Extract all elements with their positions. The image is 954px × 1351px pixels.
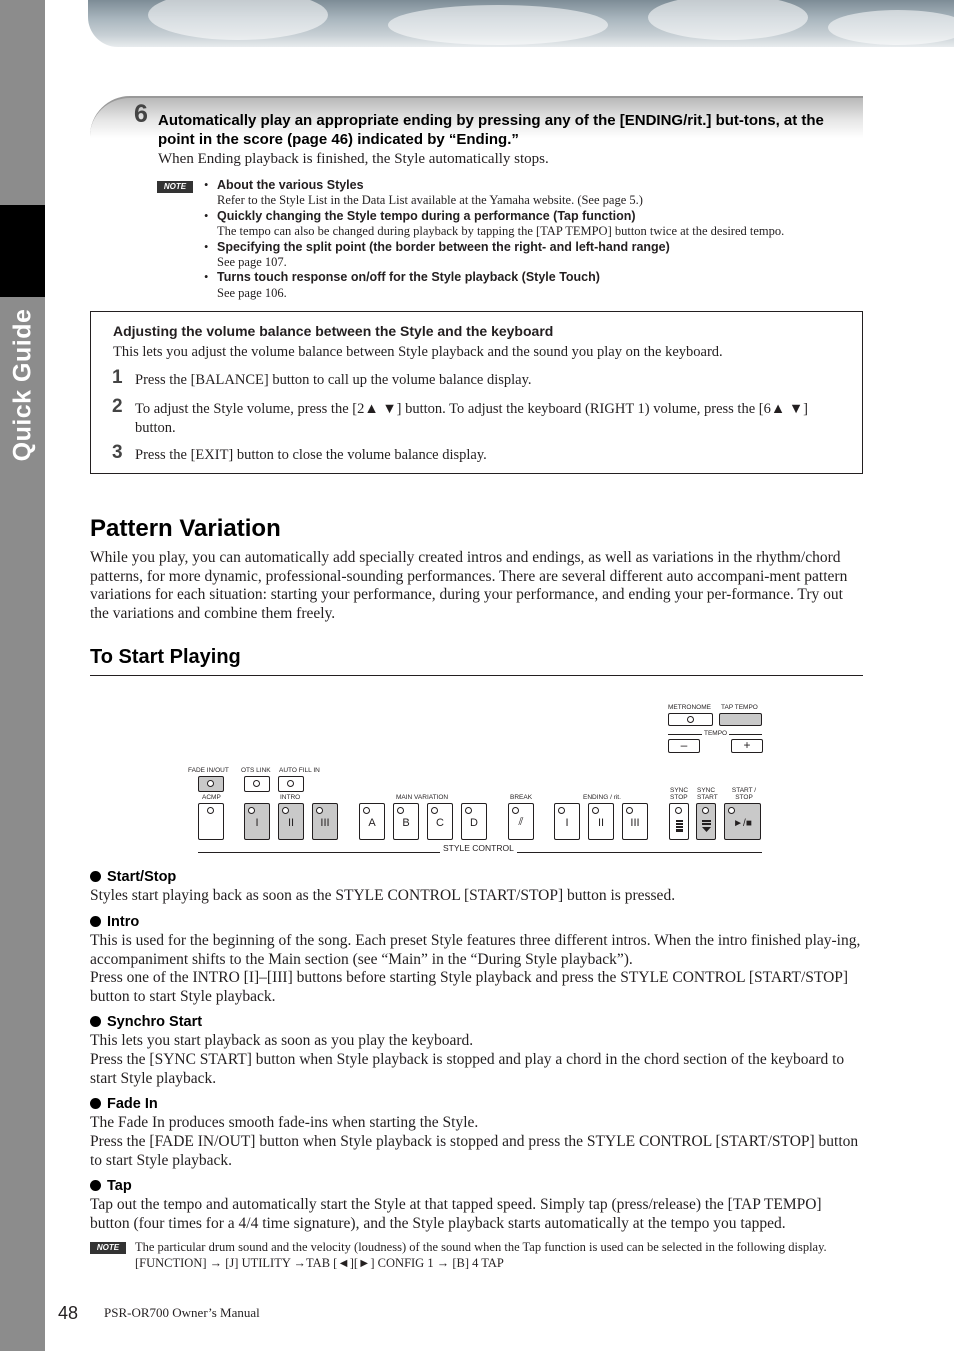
tap-tempo-button[interactable] <box>719 713 762 726</box>
bullet-dot-icon <box>90 871 101 882</box>
fade-label: FADE IN/OUT <box>188 767 229 774</box>
page-number: 48 <box>58 1303 79 1323</box>
note-item-text: See page 106. <box>217 285 287 300</box>
subsection-rule <box>90 675 863 676</box>
ending-ii-led <box>592 807 599 814</box>
tempo-label: TEMPO <box>704 730 728 737</box>
bullet-heading <box>90 869 176 885</box>
ots-link-led <box>253 780 260 787</box>
fade-led <box>207 780 214 787</box>
header-banner-image <box>88 0 954 47</box>
main-c-label: C <box>436 817 444 829</box>
ending-i-label: I <box>565 817 569 829</box>
intro-iii-button[interactable] <box>312 803 338 840</box>
bullet-body: Styles start playing back as soon as the STYLE CONTROL [START/STOP] button is pressed. <box>90 887 676 904</box>
main-a-label: A <box>368 817 376 829</box>
bullet-heading <box>90 1178 132 1194</box>
note-text <box>135 1240 860 1271</box>
main-a-led <box>363 807 370 814</box>
main-b-label: B <box>402 817 410 829</box>
ots-link-button[interactable] <box>244 776 270 792</box>
intro-iii-led <box>316 807 323 814</box>
sidebar-tab <box>0 300 45 470</box>
bullet-title: Start/Stop <box>107 869 177 885</box>
balance-step-number: 1 <box>112 367 123 388</box>
tap-tempo-label: TAP TEMPO <box>721 704 758 711</box>
ending-ii-label: II <box>597 817 605 829</box>
auto-fill-label: AUTO FILL IN <box>279 767 320 774</box>
acmp-led <box>207 807 214 814</box>
sidebar-tab-label: Quick Guide <box>8 308 36 462</box>
intro-ii-led <box>282 807 289 814</box>
start-stop-button[interactable] <box>724 803 761 840</box>
balance-step-number: 3 <box>112 442 123 463</box>
bullet-dot-icon <box>90 916 101 927</box>
sync-start-label: SYNC START <box>697 787 718 801</box>
sync-stop-label: SYNC STOP <box>670 787 689 801</box>
intro-ii-label: II <box>287 817 295 829</box>
note-item-text: See page 107. <box>217 255 287 270</box>
ots-link-label: OTS LINK <box>241 767 271 774</box>
break-icon: ⫽ <box>518 816 524 828</box>
bullet-title: Tap <box>107 1178 132 1194</box>
main-d-label: D <box>470 817 478 829</box>
step-heading: Automatically play an appropriate ending by pressing any of the [ENDING/rit.] but-tons, at the point in the score (page 46) indicated by “Ending.” <box>158 112 824 148</box>
bullet-title: Intro <box>107 914 140 930</box>
sync-start-led <box>702 807 709 814</box>
note-item-text: Refer to the Style List in the Data List available at the Yamaha website. (See page 5.) <box>217 193 643 208</box>
sync-stop-icon <box>675 819 684 833</box>
step-text: When Ending playback is finished, the Style automatically stops. <box>158 151 549 167</box>
ending-i-button[interactable] <box>554 803 580 840</box>
ending-i-led <box>558 807 565 814</box>
ending-iii-label: III <box>630 817 640 829</box>
bullet-title: Synchro Start <box>107 1014 203 1030</box>
start-stop-icon: ►/■ <box>733 818 752 829</box>
intro-i-label: I <box>255 817 259 829</box>
intro-iii-label: III <box>320 817 330 829</box>
tempo-plus-button[interactable]: + <box>731 739 763 753</box>
note-item <box>204 209 854 240</box>
metronome-button[interactable] <box>668 713 713 726</box>
note-icon: NOTE <box>90 1242 126 1254</box>
balance-title: Adjusting the volume balance between the Style and the keyboard <box>113 323 554 339</box>
sidebar-black-marker <box>0 205 45 297</box>
main-d-led <box>465 807 472 814</box>
note-item <box>204 270 854 301</box>
bullet-dot-icon <box>90 1098 101 1109</box>
bullet-heading <box>90 1096 158 1112</box>
acmp-label: ACMP <box>202 794 221 801</box>
ending-iii-button[interactable] <box>622 803 648 840</box>
bullet-body: Press the [SYNC START] button when Style playback is stopped and play a chord in the chord section of the keyboard to start Style playback. <box>90 1051 845 1087</box>
balance-description: This lets you adjust the volume balance between Style playback and the sound you play on the keyboard. <box>113 344 723 360</box>
bullet-body: This is used for the beginning of the song. Each preset Style features three different intros. When the intro finished play-ing, accompaniment shifts to the Main section (see “Main” in the “During Style playback”). <box>90 932 861 968</box>
note-path: [FUNCTION] → [J] UTILITY →TAB [◄][►] CONFIG 1 → [B] 4 TAP <box>135 1255 504 1270</box>
intro-i-button[interactable] <box>244 803 270 840</box>
main-c-button[interactable] <box>427 803 453 840</box>
intro-ii-button[interactable] <box>278 803 304 840</box>
style-control-label: STYLE CONTROL <box>440 843 517 853</box>
intro-i-led <box>248 807 255 814</box>
bullet-body: Press one of the INTRO [I]–[III] buttons before starting Style playback and press the STYLE CONTROL [START/STOP] button to start Style playback. <box>90 969 849 1005</box>
note-item-title: • Turns touch response on/off for the Style playback (Style Touch) <box>217 270 600 285</box>
break-led <box>512 807 519 814</box>
bullet-body: The Fade In produces smooth fade-ins when starting the Style. <box>90 1114 479 1131</box>
sync-stop-button[interactable] <box>669 803 689 840</box>
subsection-title: To Start Playing <box>90 646 241 668</box>
fade-in-out-button[interactable] <box>198 776 224 792</box>
metronome-led <box>687 716 694 723</box>
main-variation-label: MAIN VARIATION <box>396 794 449 801</box>
ending-iii-led <box>626 807 633 814</box>
bullet-dot-icon <box>90 1016 101 1027</box>
auto-fill-in-button[interactable] <box>278 776 304 792</box>
break-button[interactable] <box>508 803 534 840</box>
note-item-text: The tempo can also be changed during playback by tapping the [TAP TEMPO] button twice at the desired tempo. <box>217 224 785 239</box>
ending-ii-button[interactable] <box>588 803 614 840</box>
note-icon: NOTE <box>157 181 193 193</box>
section-body: While you play, you can automatically add specially created intros and endings, as well as variations in the rhythm/chord patterns, for more dynamic, professional-sounding performances. There are several different auto accompani-ment pattern variations for each situation: starting your performance, during your performance, and ending your per-formance. Try out the variations and combine them freely. <box>90 549 848 623</box>
main-c-led <box>431 807 438 814</box>
sidebar-strip <box>0 0 45 1351</box>
sync-start-button[interactable] <box>696 803 716 840</box>
note-list <box>204 178 854 301</box>
balance-step-text: Press the [EXIT] button to close the volume balance display. <box>135 447 487 463</box>
start-stop-led <box>728 807 735 814</box>
sync-start-icon <box>701 819 712 833</box>
step-number: 6 <box>134 100 148 128</box>
intro-label: INTRO <box>280 794 301 801</box>
note-item-title: • About the various Styles <box>217 178 364 192</box>
main-a-button[interactable] <box>359 803 385 840</box>
balance-step-text: To adjust the Style volume, press the [2▲ ▼] button. To adjust the keyboard (RIGHT 1) volume, press the [6▲ ▼] button. <box>135 401 808 436</box>
tempo-minus-button[interactable]: – <box>668 739 700 753</box>
bullet-heading <box>90 914 139 930</box>
break-label: BREAK <box>510 794 533 801</box>
main-b-led <box>397 807 404 814</box>
balance-step-text: Press the [BALANCE] button to call up the volume balance display. <box>135 372 532 388</box>
auto-fill-led <box>287 780 294 787</box>
ending-label: ENDING / rit. <box>583 794 621 801</box>
start-stop-label: START / STOP <box>731 787 757 801</box>
note-item <box>204 178 854 209</box>
metronome-label: METRONOME <box>668 704 711 711</box>
balance-step-number: 2 <box>112 396 123 417</box>
main-d-button[interactable] <box>461 803 487 840</box>
main-b-button[interactable] <box>393 803 419 840</box>
note-body: The particular drum sound and the velocity (loudness) of the sound when the Tap function is used can be selected in the following display. <box>135 1240 827 1254</box>
note-item-title: • Specifying the split point (the border between the right- and left-hand range) <box>217 239 670 254</box>
bullet-body: Tap out the tempo and automatically start the Style at that tapped speed. Simply tap (press/release) the [TAP TEMPO] button (four times for a 4/4 time signature), and the Style playback starts automatically at the tempo you tapped. <box>90 1196 822 1232</box>
manual-name: PSR-OR700 Owner’s Manual <box>104 1305 260 1320</box>
section-title: Pattern Variation <box>90 515 281 542</box>
sync-stop-led <box>675 807 682 814</box>
bullet-body: Press the [FADE IN/OUT] button when Style playback is stopped and press the STYLE CONTROL [START/STOP] button to start Style playback. <box>90 1133 859 1169</box>
acmp-button[interactable] <box>198 803 224 840</box>
style-control-panel-diagram <box>160 700 780 858</box>
note-item-title: • Quickly changing the Style tempo during a performance (Tap function) <box>217 208 636 223</box>
bullet-heading <box>90 1014 202 1030</box>
bullet-body: This lets you start playback as soon as you play the keyboard. <box>90 1032 474 1049</box>
note-item <box>204 240 854 271</box>
bullet-title: Fade In <box>107 1096 158 1112</box>
bullet-dot-icon <box>90 1180 101 1191</box>
